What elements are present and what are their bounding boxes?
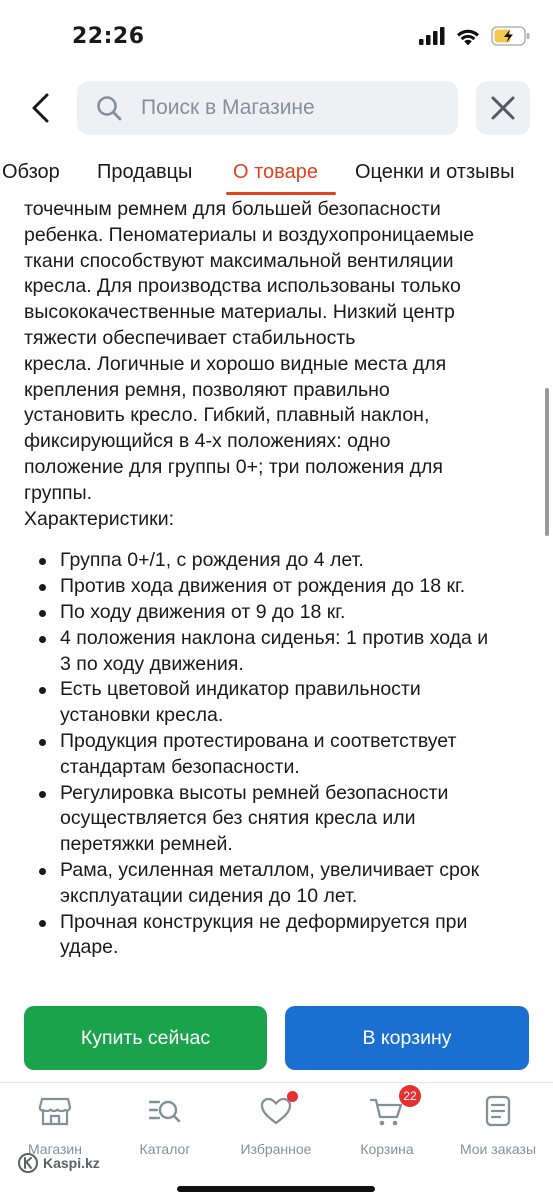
spec-item (24, 574, 524, 600)
tab-overview[interactable]: Обзор (2, 161, 60, 183)
description-line: точечным ремнем для большей безопасности (24, 198, 441, 220)
spec-item (24, 548, 524, 574)
battery-charging-icon (491, 26, 531, 46)
active-tab-indicator (226, 192, 336, 195)
tab-sellers[interactable]: Продавцы (97, 161, 193, 183)
status-time: 22:26 (72, 24, 145, 49)
spec-item-text: Против хода движения от рождения до 18 кг. (60, 575, 466, 598)
nav-item-orders[interactable] (443, 1093, 553, 1157)
nav-label-orders: Мои заказы (459, 1141, 537, 1157)
spec-item-text: Есть цветовой индикатор правильности (60, 678, 421, 701)
spec-item (24, 626, 524, 678)
spec-item (24, 600, 524, 626)
status-icons (419, 26, 531, 46)
search-placeholder: Поиск в Магазине (141, 96, 315, 119)
close-icon (490, 95, 516, 121)
watermark-text: Kaspi.kz (43, 1155, 100, 1171)
spec-item-text: 4 положения наклона сиденья: 1 против хода и (60, 626, 489, 649)
bottom-navigation (0, 1082, 553, 1200)
scrollbar[interactable] (545, 388, 549, 536)
spec-item (24, 858, 524, 910)
spec-item (24, 910, 524, 962)
cart-icon (369, 1089, 417, 1129)
spec-item-text: осуществляется без снятия кресла или (60, 807, 416, 830)
cart-badge-count: 22 (399, 1085, 421, 1107)
description-line: ткани способствуют максимальной вентиляции (24, 249, 454, 272)
spec-item-text: Продукция протестирована и соответствует (60, 729, 457, 752)
spec-item (24, 677, 524, 729)
home-indicator (177, 1186, 375, 1192)
wifi-icon (455, 27, 481, 46)
search-header (0, 78, 553, 140)
nav-label-favorites: Избранное (240, 1141, 312, 1157)
description-line: группы. (24, 481, 93, 504)
action-bar (0, 1004, 553, 1072)
specs-list (24, 548, 524, 961)
description-line: ребенка. Пеноматериалы и воздухопроницаемые (24, 223, 475, 246)
description-line: положение для группы 0+; три положения для (24, 455, 443, 478)
spec-item (24, 729, 524, 781)
description-line: установить кресло. Гибкий, плавный наклон, (24, 404, 430, 427)
nav-label-shop: Магазин (27, 1141, 82, 1157)
spec-item-text: установки кресла. (60, 704, 224, 727)
nav-item-catalog[interactable] (110, 1093, 220, 1157)
spec-item-text: Группа 0+/1, с рождения до 4 лет. (60, 549, 364, 572)
description-line: кресла. Логичные и хорошо видные места для (24, 352, 447, 375)
spec-item-text: Регулировка высоты ремней безопасности (60, 781, 449, 804)
description-line: высококачественные материалы. Низкий центр (24, 301, 455, 324)
search-input[interactable] (77, 81, 458, 135)
cellular-signal-icon (419, 27, 445, 45)
catalog-search-icon (147, 1093, 183, 1129)
chevron-left-icon (22, 88, 62, 128)
nav-label-cart: Корзина (360, 1141, 414, 1157)
spec-item-text: 3 по ходу движения. (60, 652, 244, 675)
spec-item-text: эксплуатации сидения до 10 лет. (60, 884, 358, 907)
spec-item-text: Прочная конструкция не деформируется при (60, 910, 468, 933)
specs-heading: Характеристики: (24, 507, 175, 530)
kaspi-watermark (18, 1153, 100, 1173)
tab-about-product[interactable]: О товаре (233, 161, 318, 183)
kaspi-logo-icon (18, 1153, 38, 1173)
orders-icon (480, 1093, 516, 1129)
product-tabs (0, 152, 553, 196)
buy-now-button[interactable]: Купить сейчас (24, 1006, 267, 1070)
description-text (24, 197, 524, 507)
spec-item-text: ударе. (60, 936, 119, 959)
description-line: кресла. Для производства использованы только (24, 275, 461, 298)
product-description (24, 196, 524, 986)
favorites-badge-dot (287, 1091, 298, 1102)
tab-reviews[interactable]: Оценки и отзывы (355, 161, 515, 183)
description-line: тяжести обеспечивает стабильность (24, 326, 356, 349)
description-line: фиксирующийся в 4-х положениях: одно (24, 430, 391, 453)
description-line: крепления ремня, позволяют правильно (24, 378, 390, 401)
status-bar (0, 0, 553, 72)
nav-label-catalog: Каталог (139, 1141, 191, 1157)
spec-item-text: Рама, усиленная металлом, увеличивает срок (60, 858, 480, 881)
spec-item-text: перетяжки ремней. (60, 833, 233, 856)
close-button[interactable] (476, 81, 530, 135)
spec-item-text: стандартам безопасности. (60, 755, 300, 778)
search-icon (95, 94, 123, 122)
spec-item-text: По ходу движения от 9 до 18 кг. (60, 600, 346, 623)
heart-icon (258, 1093, 294, 1129)
add-to-cart-button[interactable]: В корзину (285, 1006, 529, 1070)
shop-icon (37, 1093, 73, 1129)
back-button[interactable] (22, 88, 62, 128)
nav-item-shop[interactable] (0, 1093, 110, 1157)
nav-item-favorites[interactable] (221, 1093, 331, 1157)
spec-item (24, 781, 524, 858)
nav-item-cart[interactable] (332, 1089, 442, 1157)
